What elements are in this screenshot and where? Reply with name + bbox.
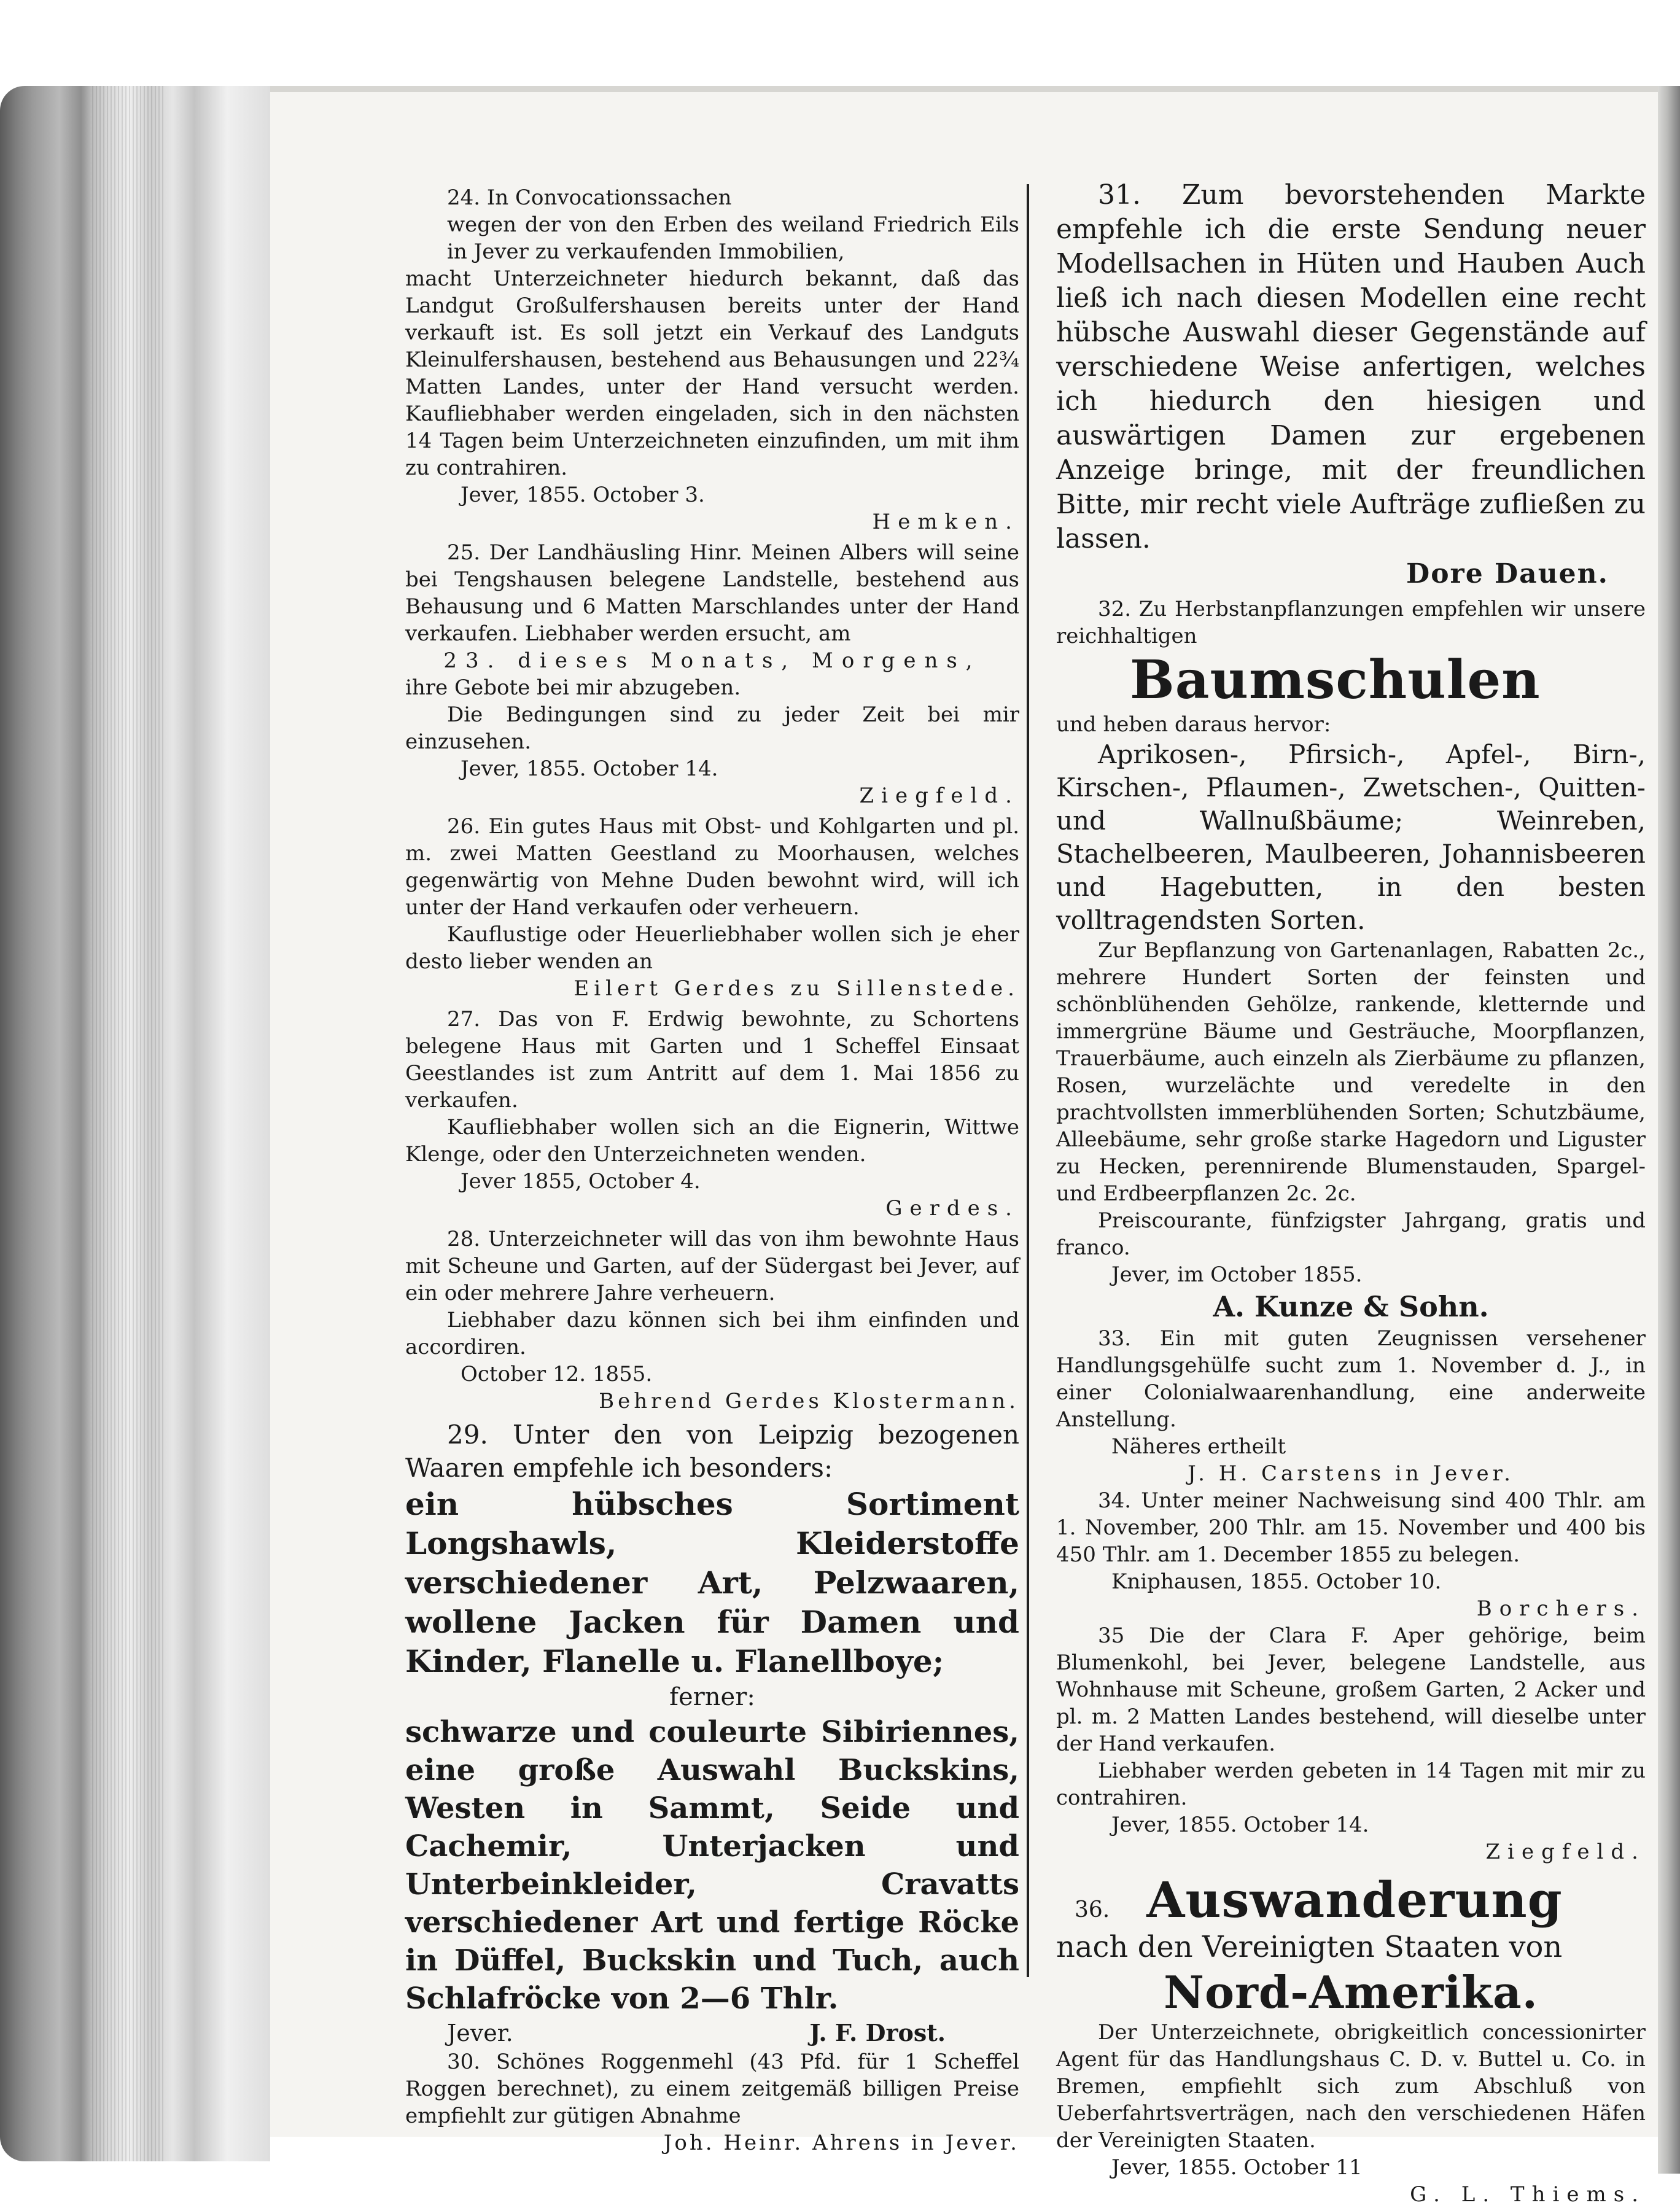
ad-30-signature: Joh. Heinr. Ahrens in Jever. [663, 2131, 1019, 2155]
ad-29-highlight-1: ein hübsches Sortiment Longshawls, Kleiderstoffe verschiedener Art, Pelzwaaren, wollene Jacken für Damen und Kinder, Flanelle u. Flanellboye; [405, 1486, 1019, 1679]
right-column [1056, 178, 1646, 2208]
ad-35-body: 35 Die der Clara F. Aper gehörige, beim Blumenkohl, bei Jever, belegene Landstelle, aus Wohnhause mit Scheune, großem Garten, 2 Acker und pl. m. 2 Matten Landes bestehend, will dieselbe unter der Hand verkaufen. [1056, 1623, 1646, 1756]
ad-27 [405, 1006, 1019, 1222]
ad-29-place: Jever. [447, 2019, 513, 2047]
ad-27-signature: Gerdes. [885, 1196, 1019, 1221]
ad-32-body3: Preiscourante, fünfzigster Jahrgang, gratis und franco. [1056, 1208, 1646, 1260]
ad-24-signature: Hemken. [872, 510, 1019, 534]
column-divider [1027, 184, 1029, 1977]
ad-24-date: Jever, 1855. October 3. [461, 483, 705, 507]
ad-34-signature: Borchers. [1476, 1596, 1646, 1621]
ad-33 [1056, 1325, 1646, 1487]
ad-36-headline-2: Nord-Amerika. [1164, 1966, 1538, 2018]
ad-26 [405, 813, 1019, 1002]
ad-28-date: October 12. 1855. [461, 1362, 653, 1386]
ad-36-number: 36. [1075, 1897, 1110, 1922]
ad-25-signature: Ziegfeld. [859, 783, 1019, 808]
ad-26-signature: Eilert Gerdes zu Sillenstede. [574, 976, 1019, 1001]
left-column [405, 184, 1019, 2156]
ad-32-signature: A. Kunze & Sohn. [1213, 1290, 1489, 1323]
ad-32-intro: 32. Zu Herbstanpflanzungen empfehlen wir unsere reichhaltigen [1056, 597, 1646, 648]
ad-36-date: Jever, 1855. October 11 [1111, 2155, 1363, 2180]
ad-25-body: 25. Der Landhäusling Hinr. Meinen Albers will seine bei Tengshausen belegene Landstelle, bestehend aus Behausung und 6 Matten Marschlandes unter der Hand verkaufen. Liebhaber werden ersucht, am [405, 540, 1019, 646]
ad-26-body: 26. Ein gutes Haus mit Obst- und Kohlgarten und pl. m. zwei Matten Geestland zu Moorhausen, welches gegenwärtig von Mehne Duden bewohnt wird, will ich unter der Hand verkaufen oder verheuern. [405, 814, 1019, 920]
ad-24-body: macht Unterzeichneter hiedurch bekannt, daß das Landgut Großulfershausen bereits unter der Hand verkauft ist. Es soll jetzt ein Verkauf des Landguts Kleinulfershausen, bestehend aus Behausungen und 22¾ Matten Landes, unter der Hand versucht werden. Kaufliebhaber werden eingeladen, sich in den nächsten 14 Tagen beim Unterzeichneten einzufinden, um mit ihm zu contrahiren. [405, 266, 1019, 480]
ad-29 [405, 1418, 1019, 2048]
ad-35 [1056, 1622, 1646, 1865]
ad-28 [405, 1226, 1019, 1415]
ad-27-body: 27. Das von F. Erdwig bewohnte, zu Schortens belegene Haus mit Garten und 1 Scheffel Einsaat Geestlandes ist zum Antritt auf dem 1. Mai 1856 zu verkaufen. [405, 1007, 1019, 1113]
ad-32-body2: Zur Bepflanzung von Gartenanlagen, Rabatten 2c., mehrere Hundert Sorten der feinsten und schönblühenden Gehölze, rankende, kletternde und immergrüne Bäume und Gesträuche, Moorpflanzen, Trauerbäume, auch einzeln als Zierbäume zu pflanzen, Rosen, wurzelächte und veredelte in den prachtvollsten immerblühenden Sorten; Schutzbäume, Alleebäume, sehr große starke Hagedorn und Liguster zu Hecken, perennirende Blumenstauden, Spargel- und Erdbeerpflanzen 2c. 2c. [1056, 938, 1646, 1206]
ad-36 [1056, 1872, 1646, 2208]
ad-33-signature: J. H. Carstens in Jever. [1188, 1461, 1514, 1486]
ad-30 [405, 2048, 1019, 2156]
ad-26-line2: Kauflustige oder Heuerliebhaber wollen sich je eher desto lieber wenden an [405, 922, 1019, 974]
ad-29-intro: 29. Unter den von Leipzig bezogenen Waaren empfehle ich besonders: [405, 1420, 1019, 1483]
ad-29-footer [405, 2018, 1019, 2048]
ad-25-line3: ihre Gebote bei mir abzugeben. [405, 675, 741, 700]
ad-32-line2: und heben daraus hervor: [1056, 712, 1331, 737]
ad-33-line2: Näheres ertheilt [1111, 1434, 1286, 1459]
ad-27-date: Jever 1855, October 4. [461, 1169, 701, 1194]
ad-33-body: 33. Ein mit guten Zeugnissen versehener Handlungsgehülfe sucht zum 1. November d. J., in einer Colonialwaarenhandlung, eine anderweite Anstellung. [1056, 1326, 1646, 1432]
ad-25-terms: Die Bedingungen sind zu jeder Zeit bei mir einzusehen. [405, 702, 1019, 754]
ad-32-headline: Baumschulen [1130, 649, 1541, 711]
ad-31-body: 31. Zum bevorstehenden Markte empfehle ich die erste Sendung neuer Modellsachen in Hüten und Hauben Auch ließ ich nach diesen Modellen eine recht hübsche Auswahl dieser Gegenstände auf verschiedene Weise anfertigen, welches ich hiedurch den hiesigen und auswärtigen Damen zur ergebenen Anzeige bringe, mit der freundlichen Bitte, mir recht viele Aufträge zufließen zu lassen. [1056, 179, 1646, 554]
page-top-edge [270, 86, 1664, 92]
ad-31 [1056, 178, 1646, 592]
ad-34-body: 34. Unter meiner Nachweisung sind 400 Thlr. am 1. November, 200 Thlr. am 15. November und 400 bis 450 Thlr. am 1. December 1855 zu belegen. [1056, 1488, 1646, 1567]
ad-36-signature: G. L. Thiems. [1410, 2182, 1646, 2207]
ad-36-headline: Auswanderung [1146, 1871, 1563, 1929]
ad-24-subtitle: wegen der von den Erben des weiland Friedrich Eils in Jever zu verkaufenden Immobilien, [447, 212, 1019, 264]
ad-25-date: Jever, 1855. October 14. [461, 756, 718, 781]
ad-24 [405, 184, 1019, 535]
book-spine-edge [0, 86, 270, 2161]
ad-34-date: Kniphausen, 1855. October 10. [1111, 1569, 1442, 1594]
ad-35-line2: Liebhaber werden gebeten in 14 Tagen mit mir zu contrahiren. [1056, 1759, 1646, 1810]
ad-35-date: Jever, 1855. October 14. [1111, 1813, 1369, 1837]
ad-24-title: 24. In Convocationssachen [447, 185, 732, 210]
ad-35-signature: Ziegfeld. [1485, 1840, 1646, 1864]
ad-32 [1056, 596, 1646, 1325]
ad-32-trees: Aprikosen-, Pfirsich-, Apfel-, Birn-, Kirschen-, Pflaumen-, Zwetschen-, Quitten- und Wallnußbäume; Weinreben, Stachelbeeren, Maulbeeren, Johannisbeeren und Hagebutten, in den besten volltragendsten Sorten. [1056, 739, 1646, 935]
ad-36-sub: nach den Vereinigten Staaten von [1056, 1930, 1563, 1964]
ad-36-head [1056, 1872, 1646, 1928]
ad-34 [1056, 1487, 1646, 1622]
ad-28-line2: Liebhaber dazu können sich bei ihm einfinden und accordiren. [405, 1308, 1019, 1359]
ad-29-highlight-2: schwarze und couleurte Sibiriennes, eine große Auswahl Buckskins, Westen in Sammt, Seide und Cachemir, Unterjacken und Unterbeinkleider, Cravatts verschiedener Art und fertige Röcke in Düffel, Buckskin und Tuch, auch Schlafröcke von 2—6 Thlr. [405, 1715, 1019, 2016]
ad-28-body: 28. Unterzeichneter will das von ihm bewohnte Haus mit Scheune und Garten, auf der Südergast bei Jever, auf ein oder mehrere Jahre verheuern. [405, 1227, 1019, 1305]
ad-32-date: Jever, im October 1855. [1111, 1262, 1363, 1287]
ad-29-ferner: ferner: [669, 1683, 755, 1711]
ad-30-body: 30. Schönes Roggenmehl (43 Pfd. für 1 Scheffel Roggen berechnet), zu einem zeitgemäß billigen Preise empfiehlt zur gütigen Abnahme [405, 2050, 1019, 2128]
ad-29-signature: J. F. Drost. [809, 2019, 946, 2047]
ad-28-signature: Behrend Gerdes Klostermann. [599, 1389, 1019, 1413]
ad-27-line2: Kaufliebhaber wollen sich an die Eignerin, Wittwe Klenge, oder den Unterzeichneten wenden. [405, 1115, 1019, 1167]
ad-25 [405, 539, 1019, 809]
ad-25-date-line: 23. dieses Monats, Morgens, [443, 648, 981, 673]
ad-36-body: Der Unterzeichnete, obrigkeitlich concessionirter Agent für das Handlungshaus C. D. v. Buttel u. Co. in Bremen, empfiehlt sich zum Abschluß von Ueberfahrtsverträgen, nach den verschiedenen Häfen der Vereinigten Staaten. [1056, 2020, 1646, 2153]
page-right-edge [1658, 86, 1680, 2174]
ad-31-signature: Dore Dauen. [1406, 558, 1609, 589]
